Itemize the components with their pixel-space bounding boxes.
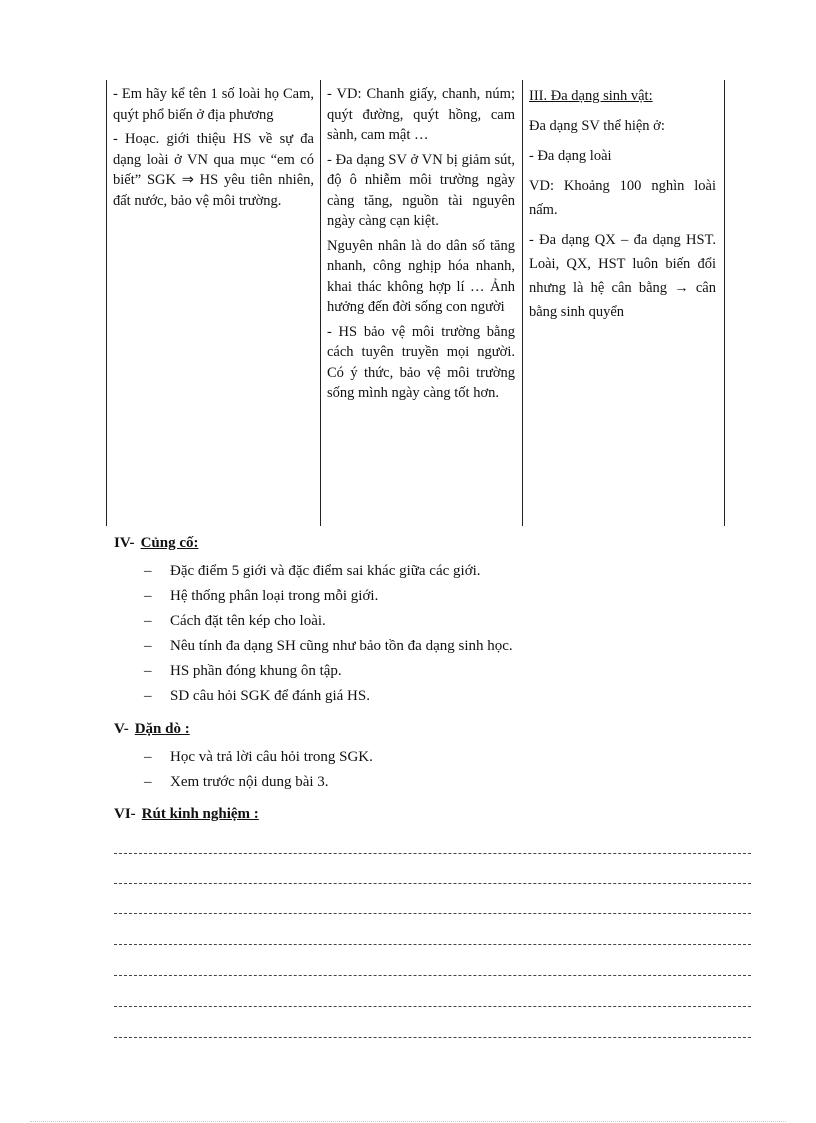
table-col-content — [529, 84, 716, 330]
section-vi-title: Rút kinh nghiệm : — [141, 806, 259, 822]
table-border-right — [724, 80, 725, 526]
table-col-student — [327, 84, 515, 408]
list-item: – SD câu hỏi SGK để đánh giá HS. — [144, 688, 370, 704]
writing-line — [114, 944, 751, 945]
list-item: – Hệ thống phân loại trong mỗi giới. — [144, 588, 379, 604]
list-item: – Xem trước nội dung bài 3. — [144, 774, 329, 790]
section-iv-title: Củng cố: — [140, 535, 199, 551]
col2-para-1: - VD: Chanh giấy, chanh, núm; quýt đường, quýt hồng, cam sành, cam mật … — [327, 86, 515, 143]
col1-para-2: - Hoạc. giới thiệu HS về sự đa dạng loài ở VN qua mục “em có biết” SGK ⇒ HS yêu tiên nhiên, đất nước, bảo vệ môi trường. — [113, 131, 314, 209]
col2-para-2: - Đa dạng SV ở VN bị giảm sút, độ ô nhiễm môi trường ngày càng tăng, nguồn tài nguyên ngày càng cạn kiệt. — [327, 151, 515, 229]
section-v-title: Dặn dò : — [134, 721, 190, 737]
list-item: – Nêu tính đa dạng SH cũng như bảo tồn đa dạng sinh học. — [144, 638, 513, 654]
writing-line — [114, 883, 751, 884]
section-v-heading — [114, 721, 190, 738]
col3-heading: III. Đa dạng sinh vật: — [529, 88, 653, 104]
table-border-col1 — [320, 80, 321, 526]
col3-line-4: - Đa dạng QX – đa dạng HST. Loài, QX, HST luôn biến đổi nhưng là hệ cân bằng → cân bằng sinh quyển — [529, 232, 716, 320]
section-vi-number: VI- — [114, 806, 136, 822]
table-border-col2 — [522, 80, 523, 526]
col1-para-1: - Em hãy kể tên 1 số loài họ Cam, quýt phổ biến ở địa phương — [113, 86, 314, 123]
table-border-left — [106, 80, 107, 526]
section-iv-heading — [114, 535, 198, 552]
col3-line-2: - Đa dạng loài — [529, 148, 612, 164]
section-v-number: V- — [114, 721, 129, 737]
list-item: – Đặc điểm 5 giới và đặc điểm sai khác giữa các giới. — [144, 563, 481, 579]
section-vi-heading — [114, 806, 259, 823]
table-col-teacher — [113, 84, 314, 215]
col3-line-3: VD: Khoảng 100 nghìn loài nấm. — [529, 178, 716, 218]
section-iv-number: IV- — [114, 535, 135, 551]
writing-line — [114, 1037, 751, 1038]
writing-line — [114, 1006, 751, 1007]
writing-line — [114, 913, 751, 914]
list-item: – HS phần đóng khung ôn tập. — [144, 663, 342, 679]
list-item: – Cách đặt tên kép cho loài. — [144, 613, 326, 629]
list-item: – Học và trả lời câu hỏi trong SGK. — [144, 749, 373, 765]
col2-para-4: - HS bảo vệ môi trường bằng cách tuyên truyền mọi người. Có ý thức, bảo vệ môi trường sống mình ngày càng tốt hơn. — [327, 323, 515, 401]
writing-line — [114, 853, 751, 854]
col3-line-1: Đa dạng SV thể hiện ở: — [529, 118, 665, 134]
writing-line — [114, 975, 751, 976]
col2-para-3: Nguyên nhân là do dân số tăng nhanh, công nghịp hóa nhanh, khai thác không hợp lí … Ảnh hưởng đến đời sống con người — [327, 237, 515, 315]
section-v-list — [144, 745, 373, 795]
page-bottom-border — [30, 1121, 786, 1122]
section-iv-list — [144, 559, 513, 709]
